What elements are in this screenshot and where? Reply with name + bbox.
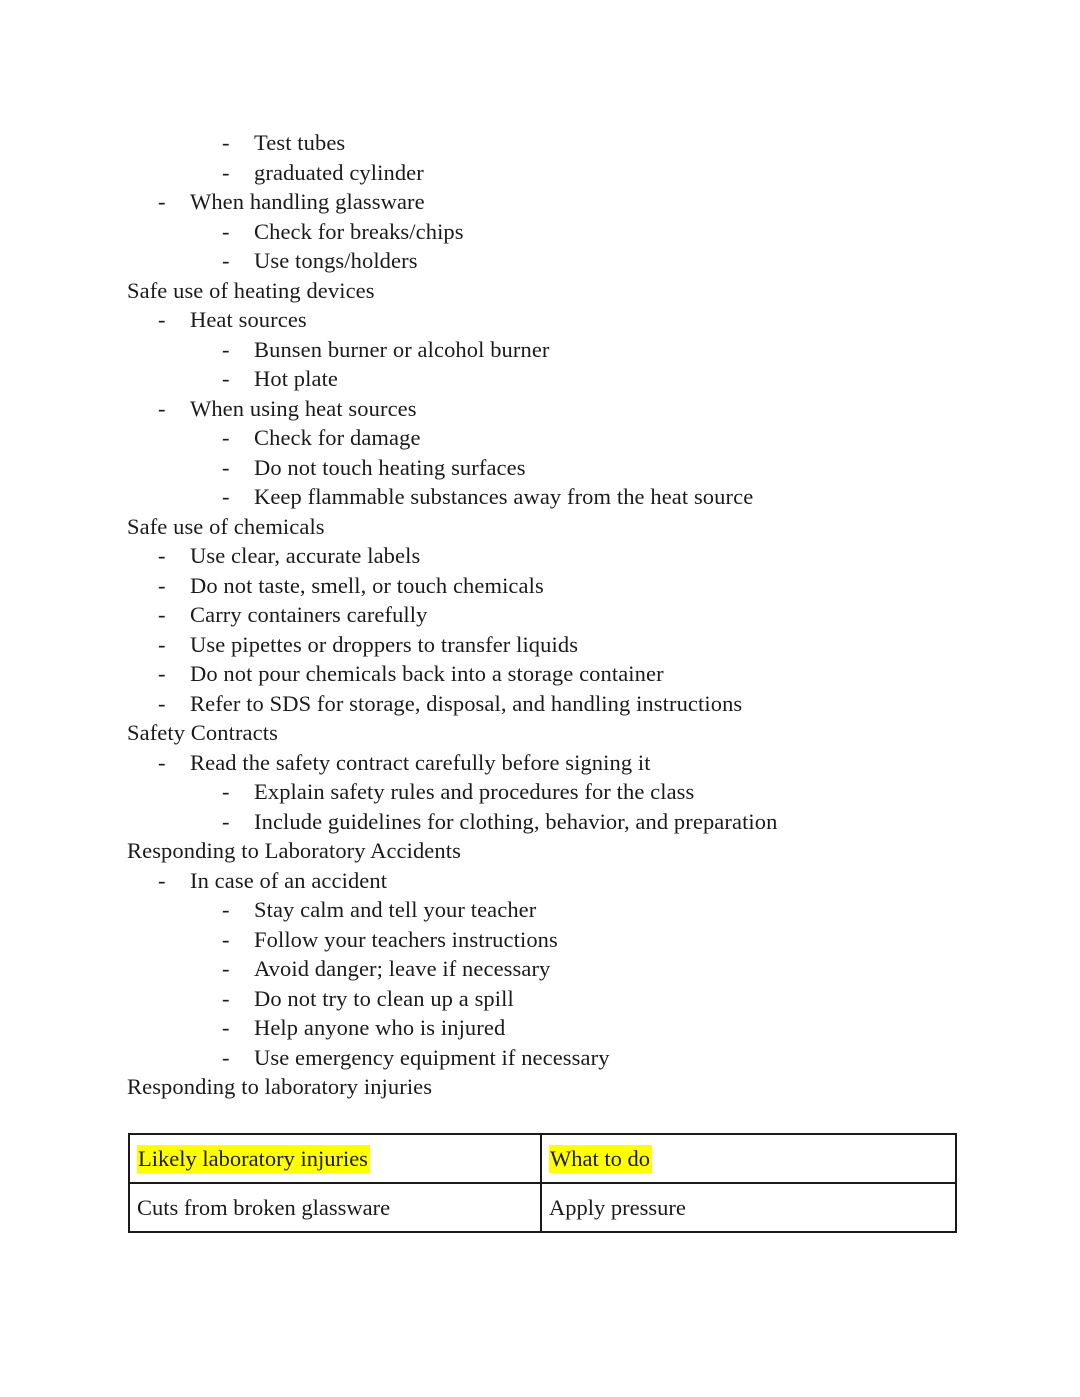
outline-item-text: Do not taste, smell, or touch chemicals [190,572,544,598]
outline-item-text: When handling glassware [190,189,425,214]
cell-text: Cuts from broken glassware [137,1195,391,1220]
outline-bullet-item [0,187,1080,217]
outline-bullet-item [0,217,1080,247]
outline-item-text: Follow your teachers instructions [254,926,558,952]
bullet-dash-icon: - [158,602,166,627]
outline-heading [0,512,1080,542]
bullet-dash-icon: - [222,425,230,450]
outline-bullet-item [0,394,1080,424]
outline-bullet-item [0,246,1080,276]
outline-item-text: Stay calm and tell your teacher [254,897,537,922]
outline-bullet-item [0,128,1080,158]
outline-bullet-item [0,954,1080,984]
outline-bullet-item [0,482,1080,512]
bullet-dash-icon: - [222,454,230,480]
bullet-dash-icon: - [222,248,230,273]
bullet-dash-icon: - [158,572,166,598]
outline-item-text: Read the safety contract carefully before signing it [190,749,651,775]
outline-item-text: Safe use of chemicals [127,513,325,539]
highlighted-text: What to do [550,1146,650,1171]
bullet-dash-icon: - [158,661,166,686]
outline-bullet-item [0,571,1080,601]
outline-bullet-item [0,1043,1080,1073]
bullet-dash-icon: - [222,366,230,391]
bullet-dash-icon: - [222,808,230,834]
table-row [129,1183,956,1232]
outline-item-text: Responding to laboratory injuries [127,1074,433,1099]
outline-bullet-item [0,689,1080,719]
bullet-dash-icon: - [222,1044,230,1070]
outline-bullet-item [0,807,1080,837]
outline-list [0,128,1080,1102]
highlighted-text: Likely laboratory injuries [138,1146,368,1171]
table-cell [129,1183,541,1232]
table-header-row [129,1134,956,1183]
outline-bullet-item [0,335,1080,365]
bullet-dash-icon: - [222,956,230,981]
outline-item-text: Responding to Laboratory Accidents [127,838,461,863]
outline-item-text: Carry containers carefully [190,602,428,627]
injuries-table [128,1133,957,1233]
outline-bullet-item [0,895,1080,925]
outline-bullet-item [0,925,1080,955]
outline-item-text: Use clear, accurate labels [190,543,421,568]
outline-bullet-item [0,158,1080,188]
bullet-dash-icon: - [222,1015,230,1040]
outline-item-text: Include guidelines for clothing, behavior, and preparation [254,808,778,834]
injuries-table-wrapper [128,1133,955,1233]
bullet-dash-icon: - [158,543,166,568]
bullet-dash-icon: - [158,749,166,775]
bullet-dash-icon: - [222,159,230,185]
outline-bullet-item [0,630,1080,660]
outline-item-text: Use emergency equipment if necessary [254,1044,610,1070]
outline-heading [0,718,1080,748]
bullet-dash-icon: - [158,867,166,893]
outline-heading [0,276,1080,306]
outline-bullet-item [0,1013,1080,1043]
outline-item-text: Do not try to clean up a spill [254,985,514,1011]
bullet-dash-icon: - [222,484,230,509]
outline-item-text: Help anyone who is injured [254,1015,506,1040]
table-cell [541,1183,956,1232]
bullet-dash-icon: - [222,130,230,155]
outline-bullet-item [0,364,1080,394]
outline-item-text: Safety Contracts [127,720,278,745]
outline-bullet-item [0,541,1080,571]
outline-bullet-item [0,453,1080,483]
outline-item-text: graduated cylinder [254,159,424,185]
outline-item-text: Do not pour chemicals back into a storage container [190,661,664,686]
bullet-dash-icon: - [222,779,230,804]
injuries-table-body [129,1134,956,1232]
outline-bullet-item [0,423,1080,453]
outline-item-text: Bunsen burner or alcohol burner [254,336,550,362]
table-header-cell [129,1134,541,1183]
outline-item-text: Use pipettes or droppers to transfer liquids [190,631,579,657]
outline-bullet-item [0,659,1080,689]
bullet-dash-icon: - [158,395,166,421]
bullet-dash-icon: - [222,926,230,952]
outline-item-text: Avoid danger; leave if necessary [254,956,551,981]
outline-item-text: In case of an accident [190,867,388,893]
outline-heading [0,1072,1080,1102]
outline-bullet-item [0,600,1080,630]
outline-item-text: Refer to SDS for storage, disposal, and handling instructions [190,690,743,716]
outline-item-text: Safe use of heating devices [127,277,375,303]
bullet-dash-icon: - [222,985,230,1011]
outline-item-text: Hot plate [254,366,339,391]
bullet-dash-icon: - [158,189,166,214]
bullet-dash-icon: - [158,307,166,332]
outline-item-text: Test tubes [254,130,346,155]
outline-bullet-item [0,777,1080,807]
table-header-cell [541,1134,956,1183]
outline-item-text: Do not touch heating surfaces [254,454,526,480]
bullet-dash-icon: - [222,218,230,244]
cell-text: Apply pressure [549,1195,686,1220]
outline-bullet-item [0,748,1080,778]
outline-bullet-item [0,866,1080,896]
bullet-dash-icon: - [158,690,166,716]
outline-bullet-item [0,305,1080,335]
outline-item-text: Check for damage [254,425,421,450]
bullet-dash-icon: - [158,631,166,657]
outline-item-text: Keep flammable substances away from the heat source [254,484,754,509]
outline-heading [0,836,1080,866]
outline-item-text: Use tongs/holders [254,248,418,273]
outline-item-text: Check for breaks/chips [254,218,464,244]
outline-item-text: Explain safety rules and procedures for the class [254,779,695,804]
outline-bullet-item [0,984,1080,1014]
outline-item-text: When using heat sources [190,395,417,421]
bullet-dash-icon: - [222,897,230,922]
outline-item-text: Heat sources [190,307,307,332]
bullet-dash-icon: - [222,336,230,362]
